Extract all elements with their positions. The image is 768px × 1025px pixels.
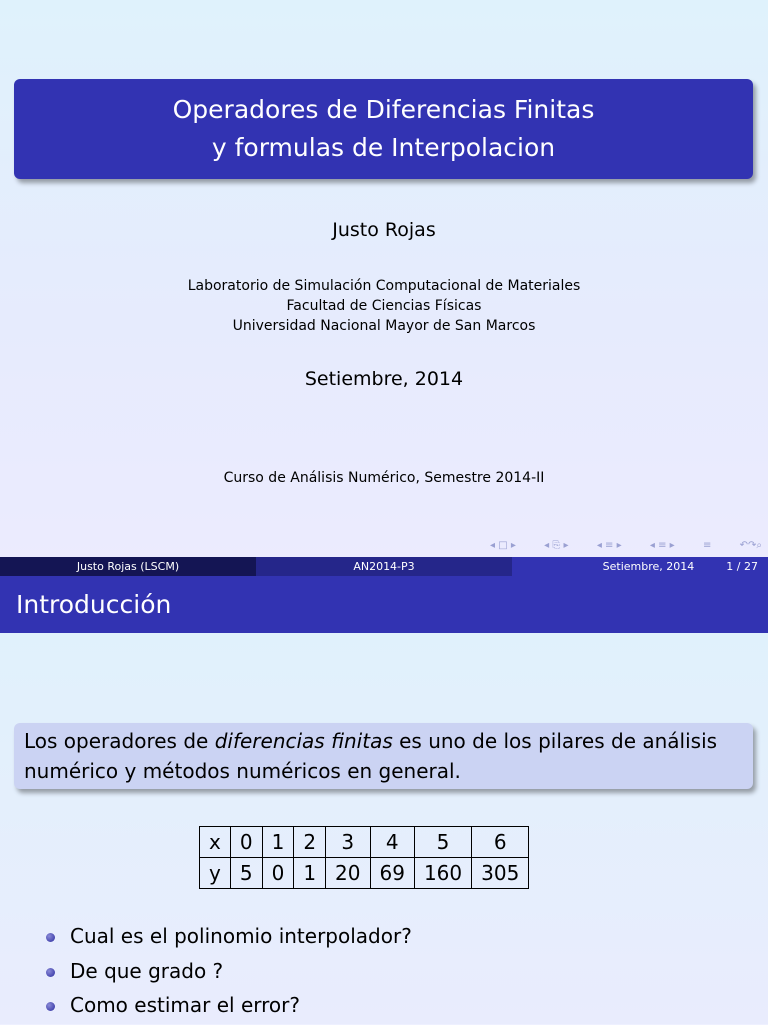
bullet-icon	[46, 1002, 55, 1011]
block-emphasis: diferencias finitas	[214, 729, 393, 753]
table-cell: 5	[230, 858, 262, 889]
institution-line: Laboratorio de Simulación Computacional de Materiales	[187, 278, 581, 294]
nav-subsection-icon[interactable]: ◂ ⎘ ▸	[544, 539, 569, 551]
title-line-2: y formulas de Interpolacion	[211, 133, 556, 162]
table-cell: 0	[230, 827, 262, 858]
footline	[0, 557, 768, 576]
table-cell: 20	[326, 858, 370, 889]
list-item	[46, 990, 412, 1025]
table-cell: 160	[414, 858, 471, 889]
list-item-text: Cual es el polinomio interpolador?	[70, 924, 412, 948]
table-cell: y	[200, 858, 231, 889]
institution	[0, 276, 768, 336]
footer-date: Setiembre, 2014	[602, 560, 695, 573]
block-text-prefix: Los operadores de	[24, 729, 215, 753]
table-cell: 6	[472, 827, 529, 858]
footer-date-page	[512, 557, 768, 576]
data-table	[199, 826, 529, 889]
table-cell: 305	[472, 858, 529, 889]
navigation-symbols	[490, 537, 762, 553]
question-list	[46, 921, 412, 1025]
footer-page-number: 1 / 27	[726, 560, 758, 573]
table-cell: 1	[262, 827, 294, 858]
table-row-y	[200, 858, 529, 889]
table-cell: 5	[414, 827, 471, 858]
bullet-icon	[46, 968, 55, 977]
table-cell: 4	[370, 827, 414, 858]
table-cell: 0	[262, 858, 294, 889]
block-text-suffix: es uno de los pilares de análisis numérico y métodos numéricos en general.	[24, 729, 718, 783]
title-line-1: Operadores de Diferencias Finitas	[172, 95, 595, 124]
nav-appendix-icon[interactable]: ≡	[702, 539, 712, 551]
list-item	[46, 956, 412, 991]
table-cell: x	[200, 827, 231, 858]
institution-line: Universidad Nacional Mayor de San Marcos	[232, 318, 536, 334]
list-item-text: Como estimar el error?	[70, 993, 300, 1017]
title-box	[14, 79, 753, 179]
nav-document-icon[interactable]: ◂ ≡ ▸	[649, 539, 675, 551]
definition-block	[14, 723, 753, 789]
author-name: Justo Rojas	[332, 219, 436, 241]
footer-short-title: AN2014-P3	[256, 557, 512, 576]
list-item	[46, 921, 412, 956]
course-name: Curso de Análisis Numérico, Semestre 2014-II	[223, 470, 545, 486]
table-cell: 2	[294, 827, 326, 858]
nav-back-search-icon[interactable]: ↶↷⌕	[739, 539, 762, 551]
nav-frame-icon[interactable]: ◂ □ ▸	[490, 539, 516, 551]
frame-title: Introducción	[0, 576, 768, 633]
presentation-date: Setiembre, 2014	[304, 368, 464, 390]
institution-line: Facultad de Ciencias Físicas	[286, 298, 482, 314]
table-cell: 69	[370, 858, 414, 889]
table-row-x	[200, 827, 529, 858]
intro-slide	[0, 576, 768, 1024]
list-item-text: De que grado ?	[70, 958, 224, 983]
table-cell: 3	[326, 827, 370, 858]
bullet-icon	[46, 933, 55, 942]
nav-section-icon[interactable]: ◂ ≡ ▸	[596, 539, 622, 551]
footer-author: Justo Rojas (LSCM)	[0, 557, 256, 576]
table-cell: 1	[294, 858, 326, 889]
